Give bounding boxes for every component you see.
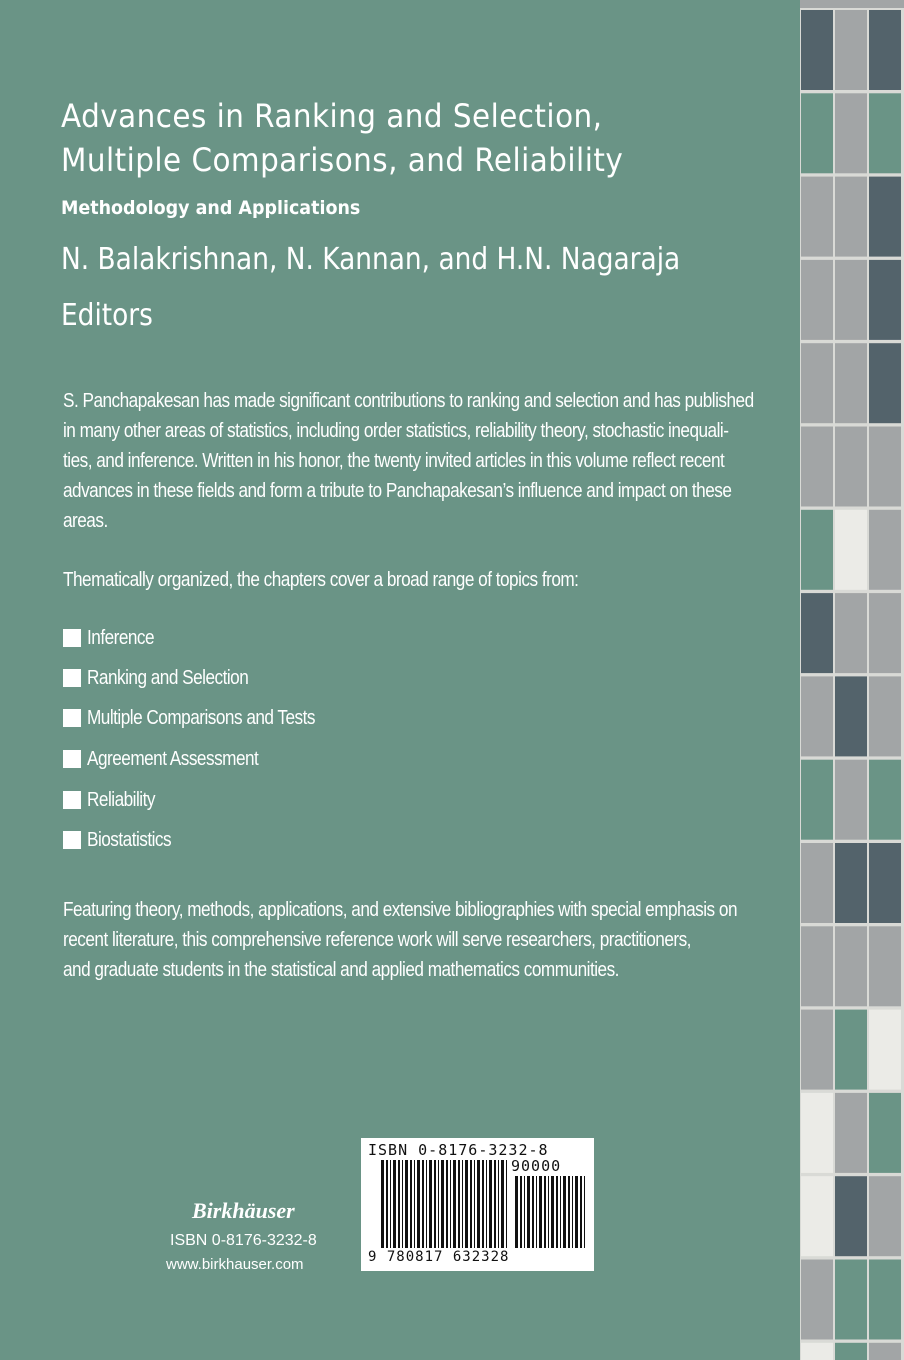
- decorative-tile: [801, 926, 833, 1006]
- decorative-tile: [869, 10, 901, 90]
- closing-line: recent literature, this comprehensive reference work will serve researchers, practitioners,: [63, 929, 691, 951]
- decorative-tile: [869, 1260, 901, 1340]
- decorative-tile: [869, 926, 901, 1006]
- topic-label: Ranking and Selection: [87, 667, 249, 689]
- topic-label: Agreement Assessment: [87, 748, 259, 770]
- intro-line: in many other areas of statistics, including order statistics, reliability theory, stochastic inequali-: [63, 420, 729, 442]
- decorative-tile: [801, 93, 833, 173]
- decorative-tile: [835, 843, 867, 923]
- decorative-tile: [801, 1093, 833, 1173]
- decorative-tile: [801, 1176, 833, 1256]
- square-bullet-icon: [63, 669, 81, 687]
- square-bullet-icon: [63, 831, 81, 849]
- decorative-tile: [869, 843, 901, 923]
- topic-item: [63, 744, 286, 774]
- decorative-tile: [801, 676, 833, 756]
- decorative-tile: [835, 343, 867, 423]
- square-bullet-icon: [63, 709, 81, 727]
- barcode-ean-digits: 9 780817 632328: [368, 1249, 510, 1265]
- title-line-2: Multiple Comparisons, and Reliability: [61, 141, 624, 179]
- topics-intro: [63, 565, 578, 595]
- decorative-tile: [801, 1343, 833, 1360]
- decorative-tile: [801, 177, 833, 257]
- square-bullet-icon: [63, 750, 81, 768]
- decorative-tile: [869, 93, 901, 173]
- topic-item: [63, 825, 185, 855]
- decorative-tile: [869, 1093, 901, 1173]
- decorative-tile: [801, 510, 833, 590]
- decorative-tile: [869, 177, 901, 257]
- decorative-tile: [835, 427, 867, 507]
- square-bullet-icon: [63, 791, 81, 809]
- topic-label: Reliability: [87, 789, 155, 811]
- decorative-tile: [835, 260, 867, 340]
- decorative-tile: [869, 427, 901, 507]
- decorative-tile: [801, 1010, 833, 1090]
- decorative-tile: [801, 760, 833, 840]
- decorative-tile: [835, 760, 867, 840]
- decorative-tile: [835, 10, 867, 90]
- decorative-tile: [801, 260, 833, 340]
- closing-line: and graduate students in the statistical and applied mathematics communities.: [63, 959, 619, 981]
- decorative-tile: [801, 843, 833, 923]
- publisher-name: Birkhäuser: [192, 1198, 295, 1223]
- square-bullet-icon: [63, 629, 81, 647]
- topic-item: [63, 785, 166, 815]
- barcode-bars: [381, 1160, 507, 1252]
- decorative-tile: [801, 10, 833, 90]
- decorative-tile: [801, 1260, 833, 1340]
- editors-names: N. Balakrishnan, N. Kannan, and H.N. Nagaraja: [61, 242, 681, 277]
- decorative-tile: [869, 1176, 901, 1256]
- decorative-tile: [869, 676, 901, 756]
- intro-paragraph: [63, 386, 754, 536]
- decorative-tile: [869, 510, 901, 590]
- topic-label: Inference: [87, 627, 155, 649]
- decorative-tile: [801, 593, 833, 673]
- decorative-tile: [869, 260, 901, 340]
- barcode-addon-bars: [515, 1176, 587, 1252]
- decorative-tile: [869, 1343, 901, 1360]
- topic-item: [63, 663, 275, 693]
- decorative-tile: [869, 760, 901, 840]
- topic-item: [63, 623, 165, 653]
- topics-intro-text: Thematically organized, the chapters cover a broad range of topics from:: [63, 569, 579, 591]
- decorative-tile: [835, 676, 867, 756]
- barcode-isbn-label: ISBN 0-8176-3232-8: [368, 1141, 549, 1159]
- editors-label: Editors: [61, 298, 153, 333]
- barcode-addon-digits: 90000: [511, 1157, 562, 1175]
- decorative-tile: [835, 926, 867, 1006]
- topic-item: [63, 703, 352, 733]
- decorative-tile: [835, 510, 867, 590]
- decorative-tile: [869, 1010, 901, 1090]
- intro-line: ties, and inference. Written in his honor, the twenty invited articles in this volume reflect recent: [63, 450, 725, 472]
- subtitle: Methodology and Applications: [61, 197, 361, 219]
- intro-line: areas.: [63, 510, 108, 532]
- decorative-tile: [835, 177, 867, 257]
- topic-label: Biostatistics: [87, 829, 172, 851]
- decorative-tile: [835, 1176, 867, 1256]
- isbn-text: ISBN 0-8176-3232-8: [170, 1232, 317, 1249]
- decorative-tile: [835, 1343, 867, 1360]
- decorative-tile: [835, 93, 867, 173]
- publisher-url: www.birkhauser.com: [166, 1256, 304, 1273]
- topic-label: Multiple Comparisons and Tests: [87, 707, 315, 729]
- closing-line: Featuring theory, methods, applications, and extensive bibliographies with special emphasis on: [63, 899, 737, 921]
- intro-line: S. Panchapakesan has made significant contributions to ranking and selection and has published: [63, 390, 754, 412]
- title-line-1: Advances in Ranking and Selection,: [61, 97, 603, 135]
- decorative-tile: [835, 593, 867, 673]
- decorative-tile: [835, 1010, 867, 1090]
- closing-paragraph: [63, 895, 737, 985]
- decorative-tile: [801, 427, 833, 507]
- decorative-tile-pattern: [800, 0, 904, 1360]
- decorative-tile: [869, 593, 901, 673]
- decorative-tile: [835, 1260, 867, 1340]
- decorative-tile: [835, 1093, 867, 1173]
- decorative-tile: [801, 343, 833, 423]
- barcode: [361, 1138, 594, 1271]
- decorative-tile: [869, 343, 901, 423]
- intro-line: advances in these fields and form a tribute to Panchapakesan’s influence and impact on these: [63, 480, 732, 502]
